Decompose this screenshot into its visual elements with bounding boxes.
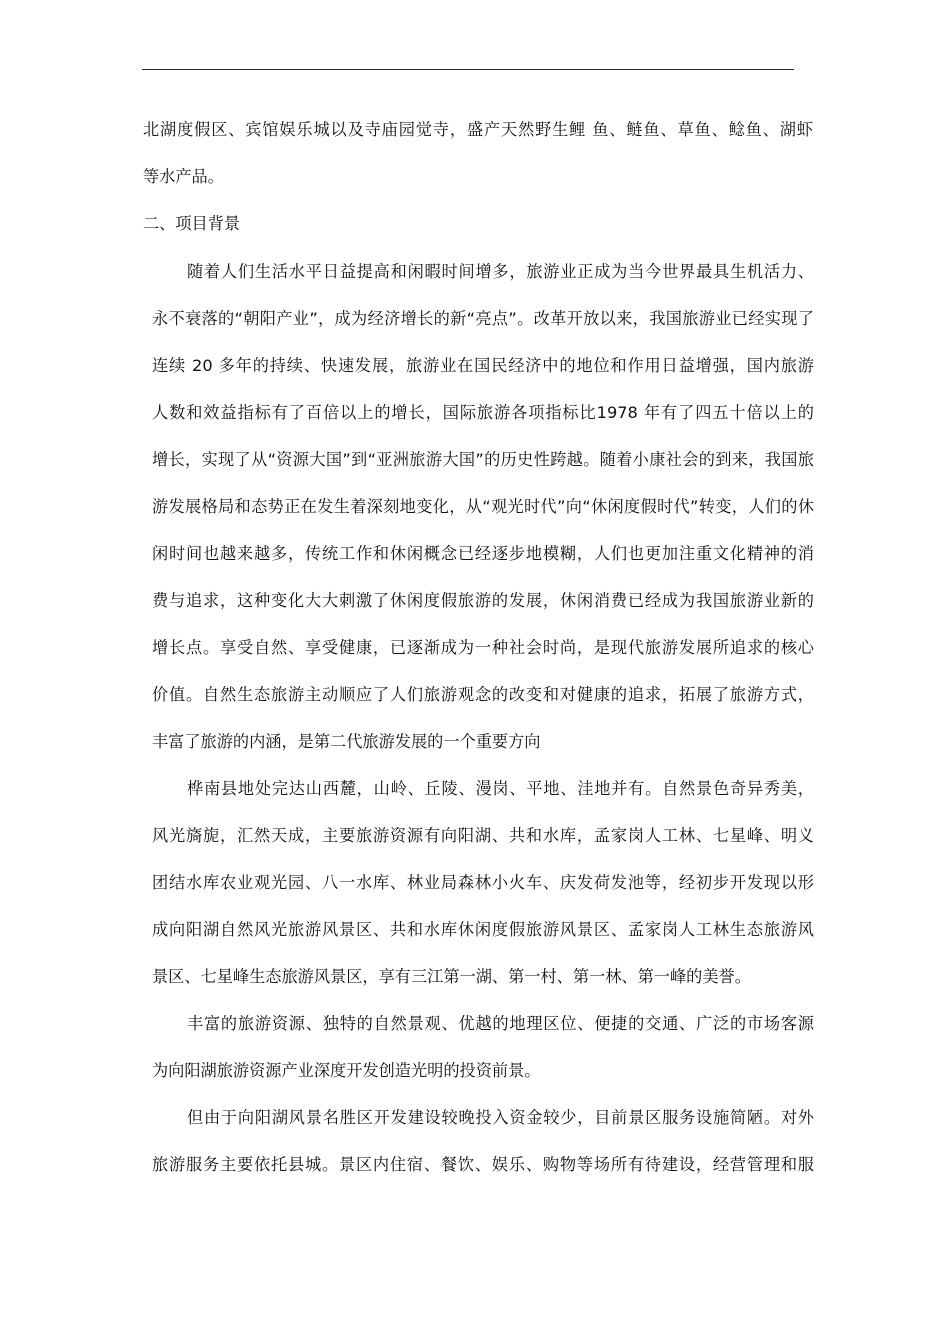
text-line: 永不衰落的“朝阳产业”，成为经济增长的新“亮点”。改革开放以来，我国旅游业已经实现了 (152, 309, 814, 328)
text-line: 风光旖旎，汇然天成，主要旅游资源有向阳湖、共和水库，孟家岗人工林、七星峰、明义 (152, 826, 814, 845)
text-line: 旅游服务主要依托县城。景区内住宿、餐饮、娱乐、购物等场所有待建设，经营管理和服 (152, 1155, 814, 1174)
text-line: 增长点。享受自然、享受健康，已逐渐成为一种社会时尚，是现代旅游发展所追求的核心 (152, 638, 814, 657)
text-line: 丰富的旅游资源、独特的自然景观、优越的地理区位、便捷的交通、广泛的市场客源 (187, 1014, 814, 1033)
text-line: 团结水库农业观光园、八一水库、林业局森林小火车、庆发荷发池等，经初步开发现以形 (152, 873, 814, 892)
text-line: 为向阳湖旅游资源产业深度开发创造光明的投资前景。 (152, 1061, 541, 1080)
text-line: 价值。自然生态旅游主动顺应了人们旅游观念的改变和对健康的追求，拓展了旅游方式， (152, 685, 814, 704)
text-line: 人数和效益指标有了百倍以上的增长，国际旅游各项指标比1978 年有了四五十倍以上的 (152, 403, 814, 422)
text-line: 丰富了旅游的内涵，是第二代旅游发展的一个重要方向 (152, 732, 541, 751)
text-line: 北湖度假区、宾馆娱乐城以及寺庙园觉寺，盛产天然野生鲤 鱼、鲢鱼、草鱼、鲶鱼、湖虾 (143, 120, 813, 139)
text-line: 随着人们生活水平日益提高和闲暇时间增多，旅游业正成为当今世界最具生机活力、 (187, 262, 814, 281)
text-line: 增长，实现了从“资源大国”到“亚洲旅游大国”的历史性跨越。随着小康社会的到来，我国旅 (152, 450, 814, 469)
text-line: 但由于向阳湖风景名胜区开发建设较晚投入资金较少，目前景区服务设施简陋。对外 (187, 1108, 814, 1127)
text-line: 景区、七星峰生态旅游风景区，享有三江第一湖、第一村、第一林、第一峰的美誉。 (152, 967, 751, 986)
section-heading: 二、项目背景 (143, 214, 241, 233)
text-line: 游发展格局和态势正在发生着深刻地变化，从“观光时代”向“休闲度假时代”转变，人们的休 (152, 497, 814, 516)
text-line: 桦南县地处完达山西麓，山岭、丘陵、漫岗、平地、洼地并有。自然景色奇异秀美， (187, 779, 814, 798)
text-line: 闲时间也越来越多，传统工作和休闲概念已经逐步地模糊，人们也更加注重文化精神的消 (152, 544, 814, 563)
text-line: 费与追求，这种变化大大刺激了休闲度假旅游的发展，休闲消费已经成为我国旅游业新的 (152, 591, 814, 610)
text-line: 成向阳湖自然风光旅游风景区、共和水库休闲度假旅游风景区、孟家岗人工林生态旅游风 (152, 920, 814, 939)
text-line: 等水产品。 (143, 167, 224, 186)
text-line: 连续 20 多年的持续、快速发展，旅游业在国民经济中的地位和作用日益增强，国内旅游 (152, 356, 814, 375)
